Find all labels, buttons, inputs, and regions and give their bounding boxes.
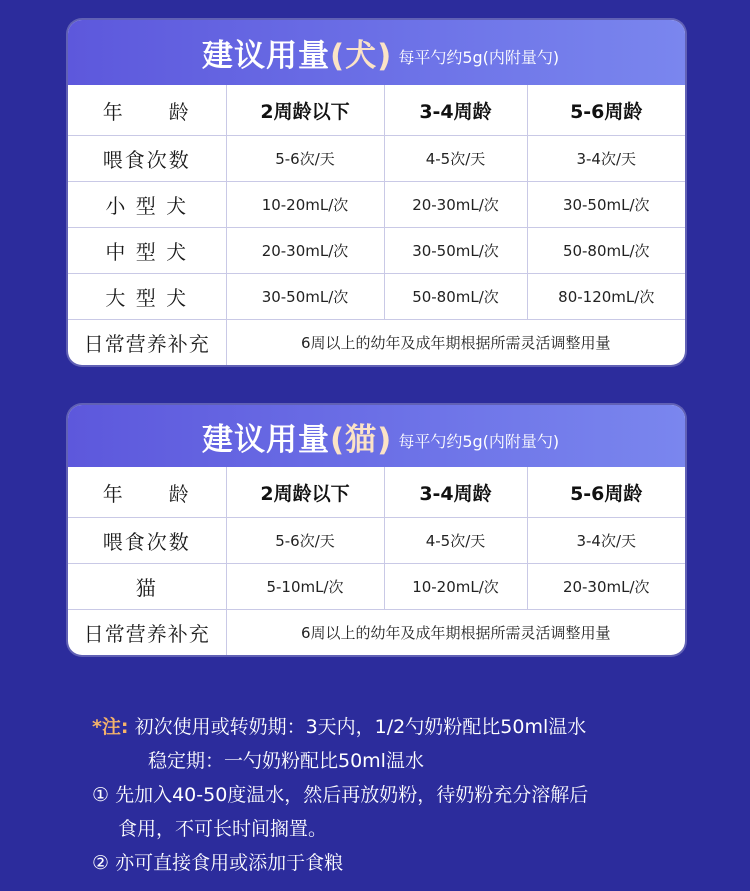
age-header: 年 龄 — [68, 85, 226, 136]
row-label: 喂食次数 — [68, 136, 226, 182]
dog-title-paren: (犬) — [330, 38, 393, 74]
table-row — [68, 274, 685, 320]
cat-dosage-table — [68, 467, 685, 655]
table-cell: 30-50mL/次 — [226, 274, 384, 320]
dog-card-header — [68, 20, 685, 85]
usage-notes — [92, 710, 588, 880]
dog-scoop-note: 每平勺约5g(内附量勺) — [398, 48, 560, 67]
table-cell: 20-30mL/次 — [226, 228, 384, 274]
table-header-row — [68, 85, 685, 136]
row-label: 猫 — [68, 564, 226, 610]
table-cell: 4-5次/天 — [384, 518, 527, 564]
cat-scoop-note: 每平勺约5g(内附量勺) — [398, 431, 560, 451]
table-cell: 5-6次/天 — [226, 136, 384, 182]
table-cell: 30-50mL/次 — [527, 182, 685, 228]
note-line-5: ② 亦可直接食用或添加于食粮 — [92, 852, 344, 874]
table-cell: 20-30mL/次 — [384, 182, 527, 228]
table-row — [68, 136, 685, 182]
supplement-label: 日常营养补充 — [68, 320, 226, 366]
table-row — [68, 518, 685, 564]
table-cell: 4-5次/天 — [384, 136, 527, 182]
supplement-label: 日常营养补充 — [68, 610, 226, 656]
dog-card-title — [202, 30, 392, 75]
cat-card-title — [202, 414, 392, 459]
cat-dosage-card — [68, 405, 685, 655]
table-cell: 3-4次/天 — [527, 136, 685, 182]
cat-title-main: 建议用量 — [202, 421, 330, 458]
age-header: 年 龄 — [68, 467, 226, 518]
row-label: 中 型 犬 — [68, 228, 226, 274]
row-label: 小 型 犬 — [68, 182, 226, 228]
table-row — [68, 228, 685, 274]
dog-dosage-card — [68, 20, 685, 365]
table-cell: 80-120mL/次 — [527, 274, 685, 320]
col-header: 3-4周龄 — [384, 85, 527, 136]
note-line-1 — [92, 710, 588, 744]
table-cell: 50-80mL/次 — [527, 228, 685, 274]
table-cell: 5-6次/天 — [226, 518, 384, 564]
row-label: 大 型 犬 — [68, 274, 226, 320]
table-cell: 10-20mL/次 — [226, 182, 384, 228]
note-line-4: 食用，不可长时间搁置。 — [118, 818, 328, 840]
supplement-text: 6周以上的幼年及成年期根据所需灵活调整用量 — [226, 320, 685, 366]
table-cell: 50-80mL/次 — [384, 274, 527, 320]
cat-card-header — [68, 405, 685, 467]
supplement-row — [68, 320, 685, 366]
dog-title-main: 建议用量 — [202, 38, 330, 74]
table-cell: 20-30mL/次 — [527, 564, 685, 610]
col-header: 5-6周龄 — [527, 467, 685, 518]
col-header: 3-4周龄 — [384, 467, 527, 518]
row-label: 喂食次数 — [68, 518, 226, 564]
col-header: 2周龄以下 — [226, 85, 384, 136]
table-header-row — [68, 467, 685, 518]
supplement-text: 6周以上的幼年及成年期根据所需灵活调整用量 — [226, 610, 685, 656]
dog-dosage-table — [68, 85, 685, 365]
table-cell: 5-10mL/次 — [226, 564, 384, 610]
table-cell: 30-50mL/次 — [384, 228, 527, 274]
note-mark: *注: — [92, 716, 129, 738]
cat-title-paren: (猫) — [330, 421, 393, 458]
table-row — [68, 182, 685, 228]
supplement-row — [68, 610, 685, 656]
note-transition-text: 初次使用或转奶期：3天内，1/2勺奶粉配比50ml温水 — [134, 716, 587, 738]
table-cell: 3-4次/天 — [527, 518, 685, 564]
table-row — [68, 564, 685, 610]
note-line-2: 稳定期：一勺奶粉配比50ml温水 — [148, 750, 424, 772]
table-cell: 10-20mL/次 — [384, 564, 527, 610]
col-header: 2周龄以下 — [226, 467, 384, 518]
note-line-3: ① 先加入40-50度温水，然后再放奶粉，待奶粉充分溶解后 — [92, 784, 589, 806]
col-header: 5-6周龄 — [527, 85, 685, 136]
